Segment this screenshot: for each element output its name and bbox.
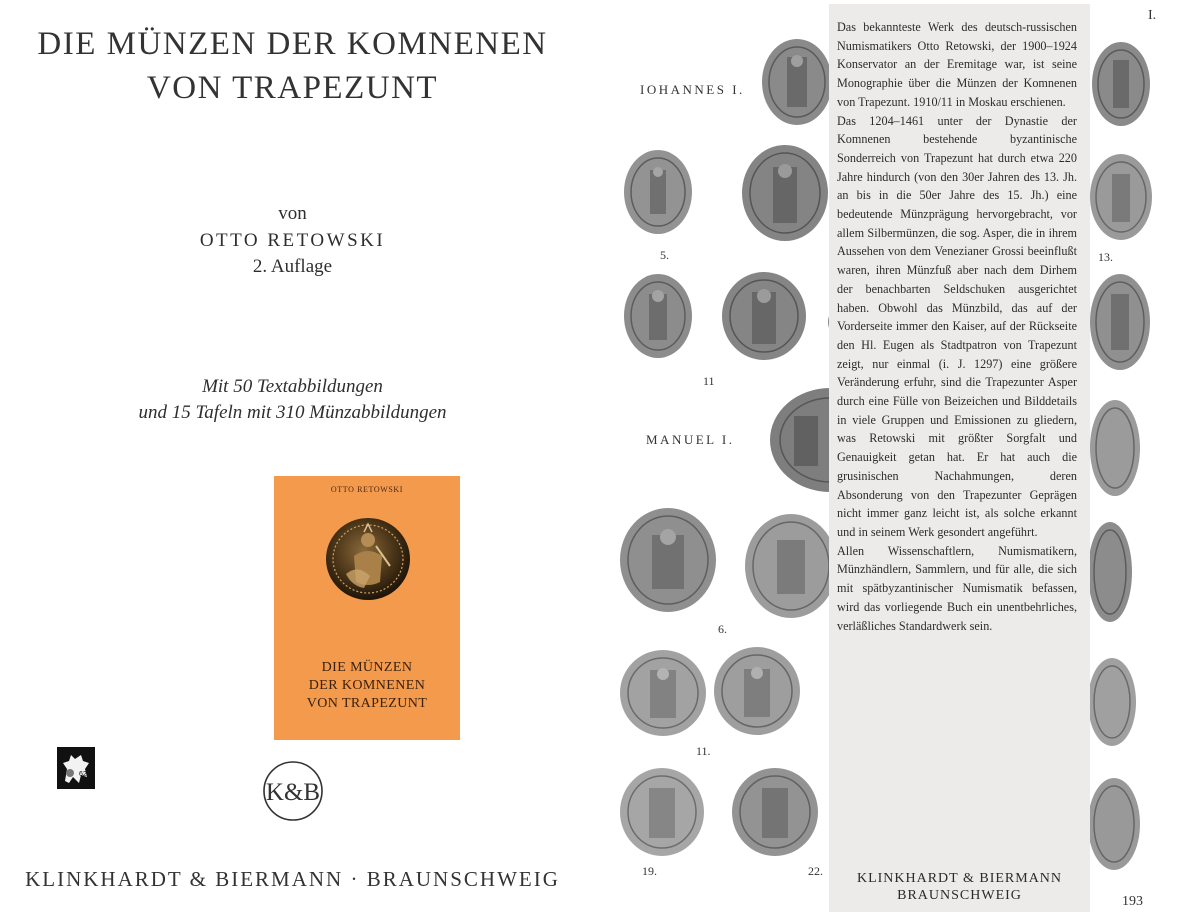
- coin-image: [1088, 272, 1152, 372]
- coin-image: [618, 648, 708, 738]
- coin-image: [760, 37, 834, 127]
- coin-label: 19.: [642, 864, 657, 878]
- book-cover: [274, 476, 460, 740]
- cover-author: OTTO RETOWSKI: [330, 485, 404, 494]
- coin-label: 11: [703, 374, 715, 388]
- coin-image: [1090, 40, 1152, 128]
- blurb-publisher-line1: KLINKHARDT & BIERMANN: [856, 871, 1063, 886]
- coin-image: [622, 272, 694, 360]
- coin-label: 13.: [1098, 250, 1113, 264]
- coin-image: [730, 766, 820, 858]
- coin-image: [1088, 520, 1136, 624]
- coin-image: [768, 386, 832, 494]
- cover-title-line3: VON TRAPEZUNT: [306, 696, 428, 711]
- coin-image: [1088, 398, 1142, 498]
- coin-label: 6.: [718, 622, 727, 636]
- cover-title-line2: DER KOMNENEN: [308, 678, 426, 693]
- by-word: von: [278, 203, 307, 224]
- coin-label: 5.: [660, 248, 669, 262]
- coin-image: [712, 645, 802, 737]
- kb-publisher-logo: [262, 760, 324, 822]
- blurb-publisher-line2: BRAUNSCHWEIG: [897, 888, 1022, 903]
- coin-image: [720, 270, 808, 362]
- blurb-text: [837, 18, 1077, 635]
- cover-coin-image: [324, 516, 412, 602]
- coin-image: [743, 512, 829, 620]
- coin-image: [1088, 152, 1154, 242]
- book-title-line2: VON TRAPEZUNT: [146, 70, 439, 106]
- author-name: OTTO RETOWSKI: [199, 230, 386, 251]
- coin-label: 11.: [696, 744, 711, 758]
- coin-image: [622, 148, 694, 236]
- coin-image: [1088, 656, 1140, 748]
- lion-emblem-icon: [57, 747, 95, 789]
- cover-title-line1: DIE MÜNZEN: [321, 660, 413, 675]
- plate-roman-number: I.: [1148, 8, 1157, 23]
- blurb-panel: [829, 4, 1090, 912]
- coin-label: 22.: [808, 864, 823, 878]
- coin-image: [740, 143, 830, 243]
- book-title-line1: DIE MÜNZEN DER KOMNENEN: [37, 26, 548, 62]
- coin-image: [1088, 776, 1144, 872]
- edition: 2. Auflage: [252, 256, 333, 277]
- coin-image: [618, 505, 718, 615]
- publisher-footer: KLINKHARDT & BIERMANN · BRAUNSCHWEIG: [25, 867, 560, 891]
- ruler-label-johannes: IOHANNES I.: [640, 82, 745, 97]
- blurb-paragraph: Das bekannteste Werk des deutsch-russischen Numismatikers Otto Retowski, der 1900–1924 Konservator an der Eremitage war, ist seine Monographie über die Münzen der Komnenen von Trapezunt. 1910/11 in Moskau erschienen.: [837, 20, 1077, 109]
- plate-page-number: 193: [1122, 894, 1143, 909]
- ruler-label-manuel: MANUEL I.: [646, 432, 735, 447]
- illustrations-line2: und 15 Tafeln mit 310 Münzabbildungen: [138, 402, 447, 423]
- kb-logo-text: K&B: [265, 779, 321, 806]
- emblem-number: 62: [79, 771, 87, 778]
- blurb-paragraph: Allen Wissenschaftlern, Numismatikern, Münzhändlern, Sammlern, und für alle, die sich mit spätbyzantinischer Numismatik befassen, wird das vorliegende Buch ein unentbehrliches, verläßliches Standardwerk sein.: [837, 543, 1077, 633]
- coin-image: [618, 766, 706, 858]
- illustrations-line1: Mit 50 Textabbildungen: [202, 376, 383, 397]
- blurb-paragraph: Das 1204–1461 unter der Dynastie der Komnenen bestehende byzantinische Sonderreich von Trapezunt hat durch etwa 220 Jahre hindurch (von den 30er Jahren des 13. Jh. an bis in die 50er Jahre des 15. Jh.) eine bedeutende Münzprägung hervorgebracht, vor allem Silbermünzen, die sog. Asper, die in ihrem Aussehen von dem Venezianer Grossi beeinflußt waren, ihren Münzfuß aber nach dem Dirhem der benachbarten Seldschuken ausgerichtet haben. Obwohl das Münzbild, das auf der Vorderseite immer den Kaiser, auf der Rückseite den Hl. Eugen als Stadtpatron von Trapezunt zeigt, nur einmal (i. J. 1297) eine größere Veränderung erfuhr, sind die Trapezunter Asper durch eine Fülle von Beizeichen und Bilddetails in viele Gruppen und Emissionen zu gliedern, was Retowski mit größter Sorgfalt und Genauigkeit getan hat. Er hat auch die grusinischen Nachahmungen, deren Absonderung von den Trapezunter Geprägen nicht immer ganz leicht ist, als solche erkannt und in seinem Werk gesondert angeführt.: [837, 113, 1077, 539]
